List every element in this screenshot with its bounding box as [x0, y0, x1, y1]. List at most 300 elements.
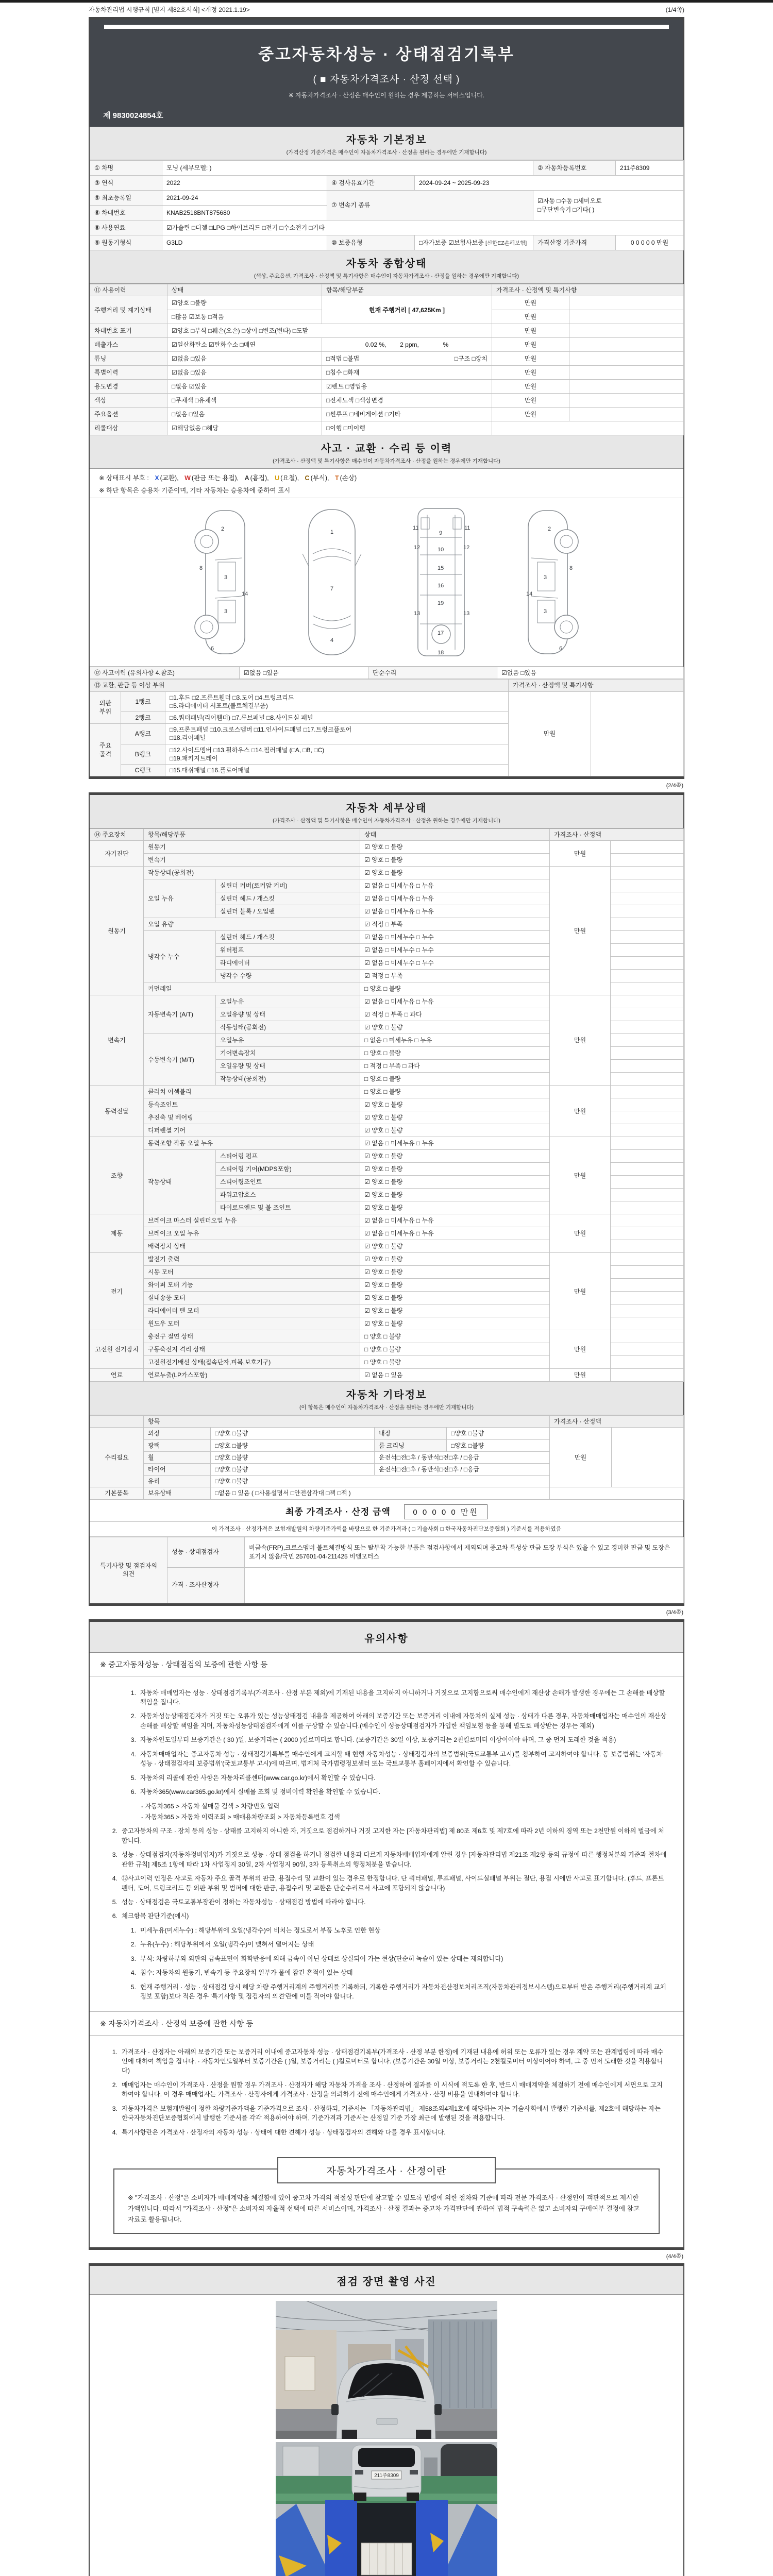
item: 라디에이터 팬 모터 — [144, 1304, 360, 1317]
inspection-photos — [90, 2295, 683, 2576]
item: 고전원전기배선 상태(접속단자,피복,보호기구) — [144, 1356, 360, 1369]
item-text: 현재 주행거리 · 성능 · 상태점검 당시 해당 차량 주행거리계의 주행거리를 기록하되, 기록한 주행거리가 자동차전산정보처리조직(자동차관리정보시스템)으로부터 받은 주행거리(주행거리계 교체 정보 포함)보다 적은 경우 '특기사항 및 점검자의 의견'란에 이를 적어야 합니다. — [140, 1983, 666, 2001]
check-group: □양호 □불량 — [211, 1439, 375, 1451]
header-note: ※ 자동차가격조사 · 산정은 매수인이 원하는 경우 제공하는 서비스입니다. — [288, 92, 485, 99]
diagram-part-number: 19 — [438, 600, 444, 607]
check-group: ☑양호 □부식 □훼손(오손) □상이 □변조(변타) □도말 — [167, 324, 492, 338]
check-group: □ 양호 □ 불량 — [360, 1086, 550, 1098]
table-row — [90, 1330, 684, 1343]
table-row — [90, 1214, 684, 1227]
table-row — [90, 1487, 684, 1499]
remark-cell — [612, 1428, 684, 1487]
remark-cell — [611, 1317, 684, 1330]
license-plate: 211주8309 — [374, 2473, 399, 2479]
insurer-name: [신한EZ손해보험] — [485, 240, 527, 246]
remark-cell — [611, 1253, 684, 1266]
check-group: ☑양호 □불량 — [167, 296, 322, 310]
value: KNAB2518BNT875680 — [162, 206, 327, 221]
diagram-part-number: 2 — [221, 526, 225, 533]
table-row — [90, 366, 684, 380]
remark-cell — [611, 1137, 684, 1150]
notice-section-a-title: ※ 중고자동차성능 · 상태점검의 보증에 관한 사항 등 — [90, 1653, 683, 1676]
label: 단순수리 — [368, 667, 497, 679]
remark-cell — [611, 982, 684, 995]
top-border — [0, 0, 773, 3]
check-group: ☑ 양호 □ 불량 — [360, 841, 550, 854]
table-row — [90, 841, 684, 854]
item-number: 5. — [112, 1899, 117, 1906]
check-group: ☑ 양호 □ 불량 — [360, 1292, 550, 1304]
check-group: □ 적정 □ 부족 □ 과다 — [360, 1060, 550, 1073]
table-row — [90, 296, 684, 310]
final-price-band — [90, 1500, 683, 1522]
check-group: □없음 ☑있음 — [167, 380, 322, 394]
remark-cell — [611, 1189, 684, 1201]
sub-line: - 자동차365 > 자동차 이력조회 > 매매용차량조회 > 자동차등록번호 검색 — [141, 1813, 340, 1821]
table-row — [90, 1369, 684, 1382]
remark-cell — [611, 1240, 684, 1253]
item-text: 자동차성능상태점검자가 거짓 또는 오류가 있는 성능상태점검 내용을 제공하여 아래의 보증기간 또는 보증거리 이내에 자동차의 실제 성능 · 상태가 다른 경우, 자동차매매업자는 매수인의 재산상 손해를 배상할 책임을 지며, 자동차성능상태점검자에게 이를 구상할 수 있습니다.(매수인이 성능상태점검자가 가입한 책임보험 등을 통해 별도로 배상받는 경우는 제외) — [140, 1713, 667, 1730]
rank-label: 2랭크 — [121, 711, 165, 723]
remark-cell — [611, 1163, 684, 1176]
check-group: ☑ 적정 □ 부족 — [360, 918, 550, 931]
diagram-part-number: 3 — [224, 574, 228, 581]
rank-label: B랭크 — [121, 744, 165, 764]
diagram-part-number: 17 — [438, 630, 444, 637]
check-group: ☑ 없음 □ 미세누유 □ 누유 — [360, 1227, 550, 1240]
price-cell: 만원 — [550, 1086, 611, 1137]
label: ⑥ 차대번호 — [90, 206, 162, 221]
check-group: □이행 □미이행 — [322, 421, 492, 435]
diagram-part-number: 15 — [438, 565, 444, 572]
rankA-line2: □18.리어패널 — [170, 734, 206, 742]
price-cell: 만원 — [492, 394, 569, 408]
item: 배력장치 상태 — [144, 1240, 360, 1253]
label: ⑦ 변속기 종류 — [327, 191, 533, 221]
list-item — [124, 1968, 668, 1977]
item: 구동축전지 격리 상태 — [144, 1343, 360, 1356]
list-item — [105, 2080, 668, 2099]
remark-cell — [611, 1369, 684, 1382]
remark-cell — [611, 970, 684, 982]
item-number: 4. — [130, 1750, 136, 1758]
section-subtitle: (이 항목은 매수인이 자동차가격조사 · 산정을 원하는 경우에만 기재합니다) — [299, 1404, 474, 1411]
table-row — [90, 394, 684, 408]
item: 냉각수 누수 — [144, 931, 216, 982]
item: 수동변속기 (M/T) — [144, 1034, 216, 1086]
column-header: 상태 — [360, 829, 550, 841]
check-group: □ 양호 □ 불량 — [360, 1356, 550, 1369]
legend-line-1 — [99, 473, 674, 482]
section-accident-header — [90, 435, 683, 469]
remark-cell — [569, 380, 684, 394]
column-header — [90, 1416, 144, 1428]
check-group: ☑ 없음 □ 미세누수 □ 누수 — [360, 931, 550, 944]
page-number: (2/4쪽) — [666, 783, 683, 789]
section-subtitle: (가격산정 기준가격은 매수인이 자동차가격조사 · 산정을 원하는 경우에만 기재합니다) — [286, 149, 487, 156]
check-group: ☑ 양호 □ 불량 — [360, 1317, 550, 1330]
item: 타이어 — [144, 1464, 211, 1476]
price-cell: 만원 — [492, 310, 569, 324]
check-group: ☑ 양호 □ 불량 — [360, 1201, 550, 1214]
remark-cell — [569, 394, 684, 408]
check-group: ☑ 양호 □ 불량 — [360, 1304, 550, 1317]
item-text: 특기사항란은 가격조사 · 산정자의 자동차 성능 · 상태에 대한 견해가 성능 · 상태점검자의 견해와 다를 경우 표시합니다. — [122, 2128, 446, 2136]
table-header-row — [90, 829, 684, 841]
column-header: 가격조사 · 산정액 및 특기사항 — [492, 284, 684, 296]
section-title: 자동차 세부상태 — [346, 803, 427, 815]
item-text: 성능 · 상태점검은 국토교통부장관이 정하는 자동차성능 · 상태점검 방법에 따라야 합니다. — [122, 1899, 366, 1906]
value: 211주8309 — [616, 161, 684, 176]
diagram-part-number: 12 — [414, 545, 421, 551]
list-item — [124, 1688, 668, 1707]
diagram-part-number: 2 — [548, 526, 551, 533]
item-number: 6. — [130, 1788, 136, 1796]
group-label: 주요 골격 — [90, 724, 121, 776]
diagram-part-number: 3 — [224, 608, 228, 615]
notice-section-c-body — [90, 2036, 683, 2147]
remark-cell — [611, 1330, 684, 1343]
check-group: ☑ 양호 □ 불량 — [360, 1240, 550, 1253]
sub-item: 스티어링 펌프 — [216, 1150, 360, 1163]
item-text: 자동차의 리콜에 관한 사항은 자동차리콜센터(www.car.go.kr)에서 확인할 수 있습니다. — [140, 1774, 376, 1782]
check-group: ☑해당없음 □해당 — [167, 421, 322, 435]
legend-label: (교환), — [160, 474, 179, 482]
diagram-part-number: 4 — [330, 637, 334, 644]
check-group: ☑ 양호 □ 불량 — [360, 1150, 550, 1163]
page-number: (3/4쪽) — [666, 1609, 683, 1616]
check-group: ☑ 양호 □ 불량 — [360, 1124, 550, 1137]
check-group: ☑ 없음 □ 미세누유 □ 누유 — [360, 995, 550, 1008]
section-subtitle: (색상, 주요옵션, 가격조사 · 산정액 및 특기사항은 매수인이 자동차가격조사 · 산정을 원하는 경우에만 기재합니다) — [254, 273, 519, 279]
column-header: ⑪ 사용이력 — [90, 284, 167, 296]
list-item — [105, 1874, 668, 1893]
sub-item: 실린더 헤드 / 개스킷 — [216, 892, 360, 905]
check-group: ☑ 양호 □ 불량 — [360, 1111, 550, 1124]
list-item — [124, 1940, 668, 1949]
sub-item: 작동상태(공회전) — [216, 1073, 360, 1086]
diagram-part-number: 3 — [544, 608, 547, 615]
legend-symbol: W — [184, 474, 191, 482]
sub-line: - 자동차365 > 자동차 실매물 검색 > 차량번호 입력 — [141, 1802, 280, 1810]
emission-values: 0.02 %, 2 ppm, % — [322, 338, 492, 352]
table-row — [90, 1567, 684, 1603]
rank1-line2: □5.라디에이터 서포트(볼트체결부품) — [170, 702, 268, 709]
check-group: □ 양호 □ 불량 — [360, 1073, 550, 1086]
item-number: 3. — [112, 1851, 117, 1859]
diagram-part-number: 8 — [569, 565, 573, 572]
sub-item: 작동상태(공회전) — [216, 1021, 360, 1034]
list-item — [124, 1982, 668, 2002]
group-label: 조향 — [90, 1137, 144, 1214]
sub-item: 오일누유 — [216, 995, 360, 1008]
mileage-value: 현재 주행거리 [ 47,625Km ] — [322, 296, 492, 324]
price-cell: 만원 — [550, 1253, 611, 1330]
remark-cell — [611, 1343, 684, 1356]
check-group: ☑없음 □있음 — [167, 352, 322, 366]
item-text: 매매업자는 매수인이 가격조사 · 산정을 원할 경우 가격조사 · 산정자가 해당 자동차 가격을 조사 · 산정하여 결과를 이 서식에 적도록 한 후, 반드시 매매계약을 체결하기 전에 매수인에게 서면으로 고지하여야 합니다. 이 경우 매매업자는 가격조사 · 산정자에게 가격조사 · 산정을 의뢰하기 전에 매수인에게 가격조사 · 산정 비용을 안내하여야 합니다. — [122, 2081, 663, 2098]
label: 가격산정 기준가격 — [533, 235, 616, 250]
check-group: ☑ 적정 □ 부족 — [360, 970, 550, 982]
item: 작동상태(공회전) — [144, 867, 360, 879]
section-notice-header — [90, 1622, 683, 1653]
page-number: (4/4쪽) — [666, 2253, 683, 2260]
sub-item: 실린더 커버(로커암 커버) — [216, 879, 360, 892]
item-number: 3. — [112, 2105, 117, 2112]
legend-symbol: T — [335, 474, 339, 482]
remark-cell — [569, 352, 684, 366]
legend-symbol: U — [275, 474, 280, 482]
table-row — [90, 995, 684, 1008]
tuning-type-checks: □구조 □장치 — [454, 355, 488, 363]
legend-symbol: C — [305, 474, 310, 482]
notice-section-a-body — [90, 1676, 683, 2011]
list-item — [105, 1897, 668, 1907]
item-text: 성능 · 상태점검자(자동차정비업자)가 거짓으로 성능 · 상태 점검을 하거나 점검한 내용과 다르게 자동차매매업자에게 알린 경우 [자동차관리법 제21조 제2항 등의 규정에 따른 행정처분의 기준과 절차에 관한 규칙] 제5조 1항에 따라 1차 사업정지 30일, 2차 사업정지 90일, 3차 등록취소의 행정처분을 받습니다. — [122, 1851, 667, 1868]
diagram-part-number: 11 — [413, 525, 419, 532]
remark-cell — [611, 1227, 684, 1240]
item: 휠 — [144, 1451, 211, 1463]
item: 커먼레일 — [144, 982, 360, 995]
tuning-legal-checks: □적법 □불법 — [326, 355, 360, 363]
legend-label: (흠집), — [250, 474, 269, 482]
remark-cell — [611, 1356, 684, 1369]
table-row — [90, 691, 684, 711]
remark-cell — [611, 892, 684, 905]
table-row — [90, 221, 684, 235]
other-info-table — [90, 1415, 684, 1499]
check-group: □없음 □있음 — [167, 408, 322, 421]
check-group — [165, 744, 509, 764]
detail-state-table — [90, 828, 684, 1382]
final-price-amount: 0 0 0 0 0 만원 — [404, 1504, 488, 1519]
value: 모닝 (세부모델: ) — [162, 161, 533, 176]
check-group: ☑없음 □있음 — [497, 667, 684, 679]
notice-section-c-title: ※ 자동차가격조사 · 산정의 보증에 관한 사항 등 — [90, 2011, 683, 2036]
warranty-checks: □자가보증 ☑보험사보증 — [419, 239, 484, 246]
check-group: ☑ 없음 □ 미세누유 □ 누유 — [360, 1137, 550, 1150]
item: 광택 — [144, 1439, 211, 1451]
car-diagram-top — [293, 504, 371, 659]
table-header-row — [90, 680, 684, 691]
column-header: 가격조사 · 산정액 및 특기사항 — [509, 680, 684, 691]
column-header: 가격조사 · 산정액 — [550, 829, 684, 841]
item-text: 자동차365(www.car365.go.kr)에서 실매물 조회 및 정비이력 확인을 확인할 수 있습니다. — [140, 1788, 381, 1796]
section-detail-header — [90, 795, 683, 828]
table-header-row — [90, 284, 684, 296]
remark-cell — [611, 931, 684, 944]
car-diagram-right-side — [512, 504, 589, 659]
column-header: 가격조사 · 산정액 — [550, 1416, 684, 1428]
item-number: 1. — [130, 1926, 136, 1934]
page-1-block — [89, 17, 684, 779]
remark-cell — [611, 841, 684, 854]
rankB-line2: □19.패키지트레이 — [170, 754, 218, 762]
item-number: 4. — [130, 1969, 136, 1977]
item-text: 체크항목 판단기준(예시) — [122, 1912, 189, 1920]
list-item — [124, 1773, 668, 1783]
remark-cell — [611, 1266, 684, 1279]
label: ③ 연식 — [90, 176, 162, 191]
basic-info-table — [90, 160, 684, 250]
check-group: ☑ 양호 □ 불량 — [360, 867, 550, 879]
remark-cell — [611, 1008, 684, 1021]
column-header: 상태 — [167, 284, 322, 296]
column-header: 항목/해당부품 — [322, 284, 492, 296]
check-group: ☑ 양호 □ 불량 — [360, 1163, 550, 1176]
check-group: ☑ 양호 □ 불량 — [360, 1279, 550, 1292]
value — [533, 191, 684, 221]
remark-cell — [611, 1021, 684, 1034]
diagram-part-number: 10 — [438, 547, 444, 553]
remark-cell — [611, 854, 684, 867]
remark-cell — [611, 1150, 684, 1163]
car-diagram-left-side — [184, 504, 261, 659]
check-group: ☑일산화탄소 ☑탄화수소 □매연 — [167, 338, 322, 352]
page-meta — [89, 5, 684, 14]
item: 충전구 절연 상태 — [144, 1330, 360, 1343]
label: 색상 — [90, 394, 167, 408]
check-group: 운전석□전□후 / 동반석□전□후 / □응급 — [375, 1464, 550, 1476]
column-header: 항목/해당부품 — [144, 829, 360, 841]
item-text: 자동차가격은 보험개발원이 정한 차량기준가액을 기준가격으로 조사 · 산정하되, 기준서는 「자동차관리법」 제58조의4제1호에 해당하는 자는 기술사회에서 발행한 기준서를, 제2호에 해당하는 자는 한국자동차진단보증협회에서 발행한 기준서를 각각 적용하여야 하며, 기준가격과 기준서는 산정일 기준 가장 최근에 발행된 것을 적용합니다. — [122, 2105, 661, 2122]
diagram-part-number: 7 — [330, 586, 334, 592]
item: 발전기 출력 — [144, 1253, 360, 1266]
item: 시동 모터 — [144, 1266, 360, 1279]
section-subtitle: (가격조사 · 산정액 및 특기사항은 매수인이 자동차가격조사 · 산정을 원하는 경우에만 기재합니다) — [273, 458, 500, 465]
label: ④ 검사유효기간 — [327, 176, 415, 191]
table-row — [90, 667, 684, 679]
check-group: ☑ 적정 □ 부족 □ 과다 — [360, 1008, 550, 1021]
item-text: 침수: 자동차의 원동기, 변속기 등 주요장치 일부가 물에 잠긴 흔적이 있는 상태 — [140, 1969, 353, 1977]
check-group: ☑ 없음 □ 미세누유 □ 누유 — [360, 1214, 550, 1227]
label: 차대번호 표기 — [90, 324, 167, 338]
page-number: (1/4쪽) — [665, 6, 684, 13]
table-row — [90, 1137, 684, 1150]
diagram-part-number: 14 — [242, 591, 248, 598]
remark-cell — [611, 1176, 684, 1189]
price-cell: 만원 — [492, 338, 569, 352]
item-text: 자동차매매업자는 중고자동차 성능 · 상태점검기록부를 매수인에게 고지할 때 현행 자동차성능 · 상태점검자의 보증범위(국토교통부 고시)를 첨부하여 고지하여야 합니다. 동 보증범위는 '자동차성능 · 상태점검자의 보증범위'(국토교통부 고시)에 따르며, 법제처 국가법령정보센터 또는 국토교통부 홈페이지에서 확인할 수 있습니다. — [140, 1750, 663, 1768]
price-cell: 만원 — [550, 1428, 612, 1487]
diagram-part-number: 16 — [438, 583, 444, 589]
check-group: □없음 □ 있음 ( □사용설명서 □안전삼각대 □잭 □잭 ) — [211, 1487, 550, 1499]
value: 2024-09-24 ~ 2025-09-23 — [415, 176, 684, 191]
diagram-part-number: 6 — [211, 646, 214, 652]
check-group: ☑없음 □있음 — [240, 667, 368, 679]
rankA-line1: □9.프론트패널 □10.크로스멤버 □11.인사이드패널 □17.트렁크플로어 — [170, 726, 352, 734]
section-photos-header — [90, 2266, 683, 2295]
check-group: □ 양호 □ 불량 — [360, 1047, 550, 1060]
check-group: □전체도색 □색상변경 — [322, 394, 492, 408]
item: 브레이크 오일 누유 — [144, 1227, 360, 1240]
table-row — [90, 235, 684, 250]
remark-cell — [611, 957, 684, 970]
check-group: ☑ 없음 □ 미세누수 □ 누수 — [360, 957, 550, 970]
sub-item: 라디에이터 — [216, 957, 360, 970]
check-group: □양호 □불량 — [211, 1476, 550, 1487]
check-group: ☑없음 □있음 — [167, 366, 322, 380]
legend-label: (부식), — [310, 474, 329, 482]
remark-cell — [611, 1060, 684, 1073]
item: 보유상태 — [144, 1487, 211, 1499]
check-group: □침수 □화재 — [322, 366, 492, 380]
remark-cell — [569, 338, 684, 352]
diagram-part-number: 13 — [463, 611, 470, 617]
legend-label: (손상) — [340, 474, 357, 482]
header-stripe — [104, 25, 669, 29]
transmission-checks-line2: □무단변속기 □기타( ) — [537, 206, 595, 213]
group-label: 동력전달 — [90, 1086, 144, 1137]
price-cell: 만원 — [550, 1214, 611, 1253]
group-label: 원동기 — [90, 867, 144, 995]
remark-cell — [611, 1279, 684, 1292]
appraiser-comment — [245, 1567, 684, 1603]
state-symbol-legend — [90, 469, 683, 498]
item: 오일 유량 — [144, 918, 360, 931]
check-group: □ 없음 □ 미세누유 □ 누유 — [360, 1034, 550, 1047]
check-group: ☑ 양호 □ 불량 — [360, 1253, 550, 1266]
item-number: 4. — [112, 1875, 117, 1883]
item: 윈도우 모터 — [144, 1317, 360, 1330]
remark-cell — [492, 421, 684, 435]
diagram-part-number: 8 — [199, 565, 203, 572]
item-number: 2. — [130, 1941, 136, 1948]
price-cell: 만원 — [550, 995, 611, 1086]
list-item — [105, 2128, 668, 2137]
section-other-header — [90, 1382, 683, 1415]
table-row — [90, 324, 684, 338]
value: 2021-09-24 — [162, 191, 327, 206]
table-row — [90, 380, 684, 394]
inspection-photo-front — [276, 2301, 497, 2439]
sub-item: 파워고압호스 — [216, 1189, 360, 1201]
label: ② 자동차등록번호 — [533, 161, 616, 176]
remark-cell — [569, 296, 684, 310]
remark-cell — [611, 1214, 684, 1227]
remark-cell — [611, 879, 684, 892]
legend-symbol: A — [244, 474, 249, 482]
check-group: □양호 □불량 — [211, 1464, 375, 1476]
item: 등속조인트 — [144, 1098, 360, 1111]
section-basic-header — [90, 127, 683, 160]
price-cell: 만원 — [492, 380, 569, 394]
check-group: 운전석□전□후 / 동반석□전□후 / □응급 — [375, 1451, 550, 1463]
check-group: □무채색 □유채색 — [167, 394, 322, 408]
item-text: 자동차인도일부터 보증기간은 ( 30 )일, 보증거리는 ( 2000 )킬로미터로 합니다. (보증기간은 30일 이상, 보증거리는 2천킬로미터 이상이어야 하며, 그 중 먼저 도래한 것을 적용) — [140, 1736, 616, 1744]
list-item — [105, 1826, 668, 1845]
remark-cell — [569, 366, 684, 380]
remark-cell — [569, 310, 684, 324]
item-text: 중고자동차의 구조 · 장치 등의 성능 · 상태를 고지하지 아니한 자, 거짓으로 점검하거나 거짓 고지한 자는 [자동차관리법] 제 80조 제6호 및 제7호에 따라 2년 이하의 징역 또는 2천만원 이하의 벌금에 처합니다. — [122, 1827, 664, 1844]
transmission-checks-line1: ☑자동 □수동 □세미오토 — [537, 197, 602, 205]
table-row — [90, 352, 684, 366]
value: ☑가솔린 □디젤 □LPG □하이브리드 □전기 □수소전기 □기타 — [162, 221, 684, 235]
item: 연료누출(LP가스포함) — [144, 1369, 360, 1382]
item: 브레이크 마스터 실린더오일 누유 — [144, 1214, 360, 1227]
table-header-row — [90, 1416, 684, 1428]
check-group — [165, 724, 509, 744]
section-title: 사고 · 교환 · 수리 등 이력 — [321, 443, 452, 455]
diagram-part-number: 13 — [414, 611, 421, 617]
item-text: 부식: 차량하부와 외판의 금속표면이 화학반응에 의해 금속이 아닌 상태로 상실되어 가는 현상(단순히 녹슬어 있는 상태는 제외합니다) — [140, 1955, 503, 1962]
item-text: ⑫사고이력 인정은 사고로 자동차 주요 골격 부위의 판금, 용접수리 및 교환이 있는 경우로 한정합니다. 단 쿼터패널, 루프패널, 사이드실패널 부위는 절단, 용접 시에만 사고로 표기합니다. (후드, 프론트펜더, 도어, 트렁크리드 등 외판 부위 및 범퍼에 대한 판금, 용접수리 및 교환은 단순수리로서 사고에 포함되지 않습니다) — [122, 1875, 664, 1892]
remark-cell — [611, 1098, 684, 1111]
panel-exchange-table — [90, 679, 684, 776]
legend-label: (판금 또는 용접), — [191, 474, 239, 482]
price-cell: 만원 — [550, 1137, 611, 1214]
definition-box-title: 자동차가격조사 · 산정이란 — [277, 2157, 496, 2183]
